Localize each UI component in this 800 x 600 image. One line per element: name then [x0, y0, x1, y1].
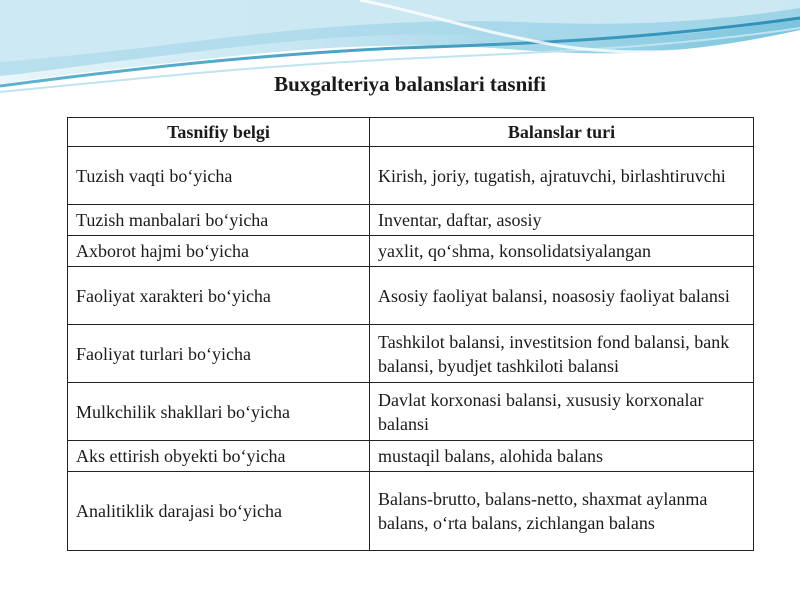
- row-types: Balans-brutto, balans-netto, shaxmat aylanma balans, o‘rta balans, zichlangan balans: [370, 472, 754, 551]
- table-row: [68, 383, 754, 441]
- row-criterion: Analitiklik darajasi bo‘yicha: [68, 472, 370, 551]
- row-criterion: Aks ettirish obyekti bo‘yicha: [68, 441, 370, 472]
- slide-title: Buxgalteriya balanslari tasnifi: [274, 72, 546, 96]
- column-header-types: Balanslar turi: [370, 118, 754, 147]
- row-types: Asosiy faoliyat balansi, noasosiy faoliyat balansi: [370, 267, 754, 325]
- row-criterion: Axborot hajmi bo‘yicha: [68, 236, 370, 267]
- row-types: Tashkilot balansi, investitsion fond balansi, bank balansi, byudjet tashkiloti balansi: [370, 325, 754, 383]
- classification-table: [67, 117, 754, 551]
- table-row: [68, 147, 754, 205]
- row-types: Inventar, daftar, asosiy: [370, 205, 754, 236]
- table-row: [68, 205, 754, 236]
- column-header-criterion: Tasnifiy belgi: [68, 118, 370, 147]
- table-row: [68, 441, 754, 472]
- row-criterion: Mulkchilik shakllari bo‘yicha: [68, 383, 370, 441]
- table-header-row: [68, 118, 754, 147]
- row-types: Davlat korxonasi balansi, xususiy korxonalar balansi: [370, 383, 754, 441]
- row-criterion: Tuzish vaqti bo‘yicha: [68, 147, 370, 205]
- row-types: yaxlit, qo‘shma, konsolidatsiyalangan: [370, 236, 754, 267]
- table-row: [68, 325, 754, 383]
- row-criterion: Faoliyat xarakteri bo‘yicha: [68, 267, 370, 325]
- row-criterion: Tuzish manbalari bo‘yicha: [68, 205, 370, 236]
- row-criterion: Faoliyat turlari bo‘yicha: [68, 325, 370, 383]
- row-types: Kirish, joriy, tugatish, ajratuvchi, birlashtiruvchi: [370, 147, 754, 205]
- row-types: mustaqil balans, alohida balans: [370, 441, 754, 472]
- table-row: [68, 236, 754, 267]
- table-row: [68, 267, 754, 325]
- table-row: [68, 472, 754, 551]
